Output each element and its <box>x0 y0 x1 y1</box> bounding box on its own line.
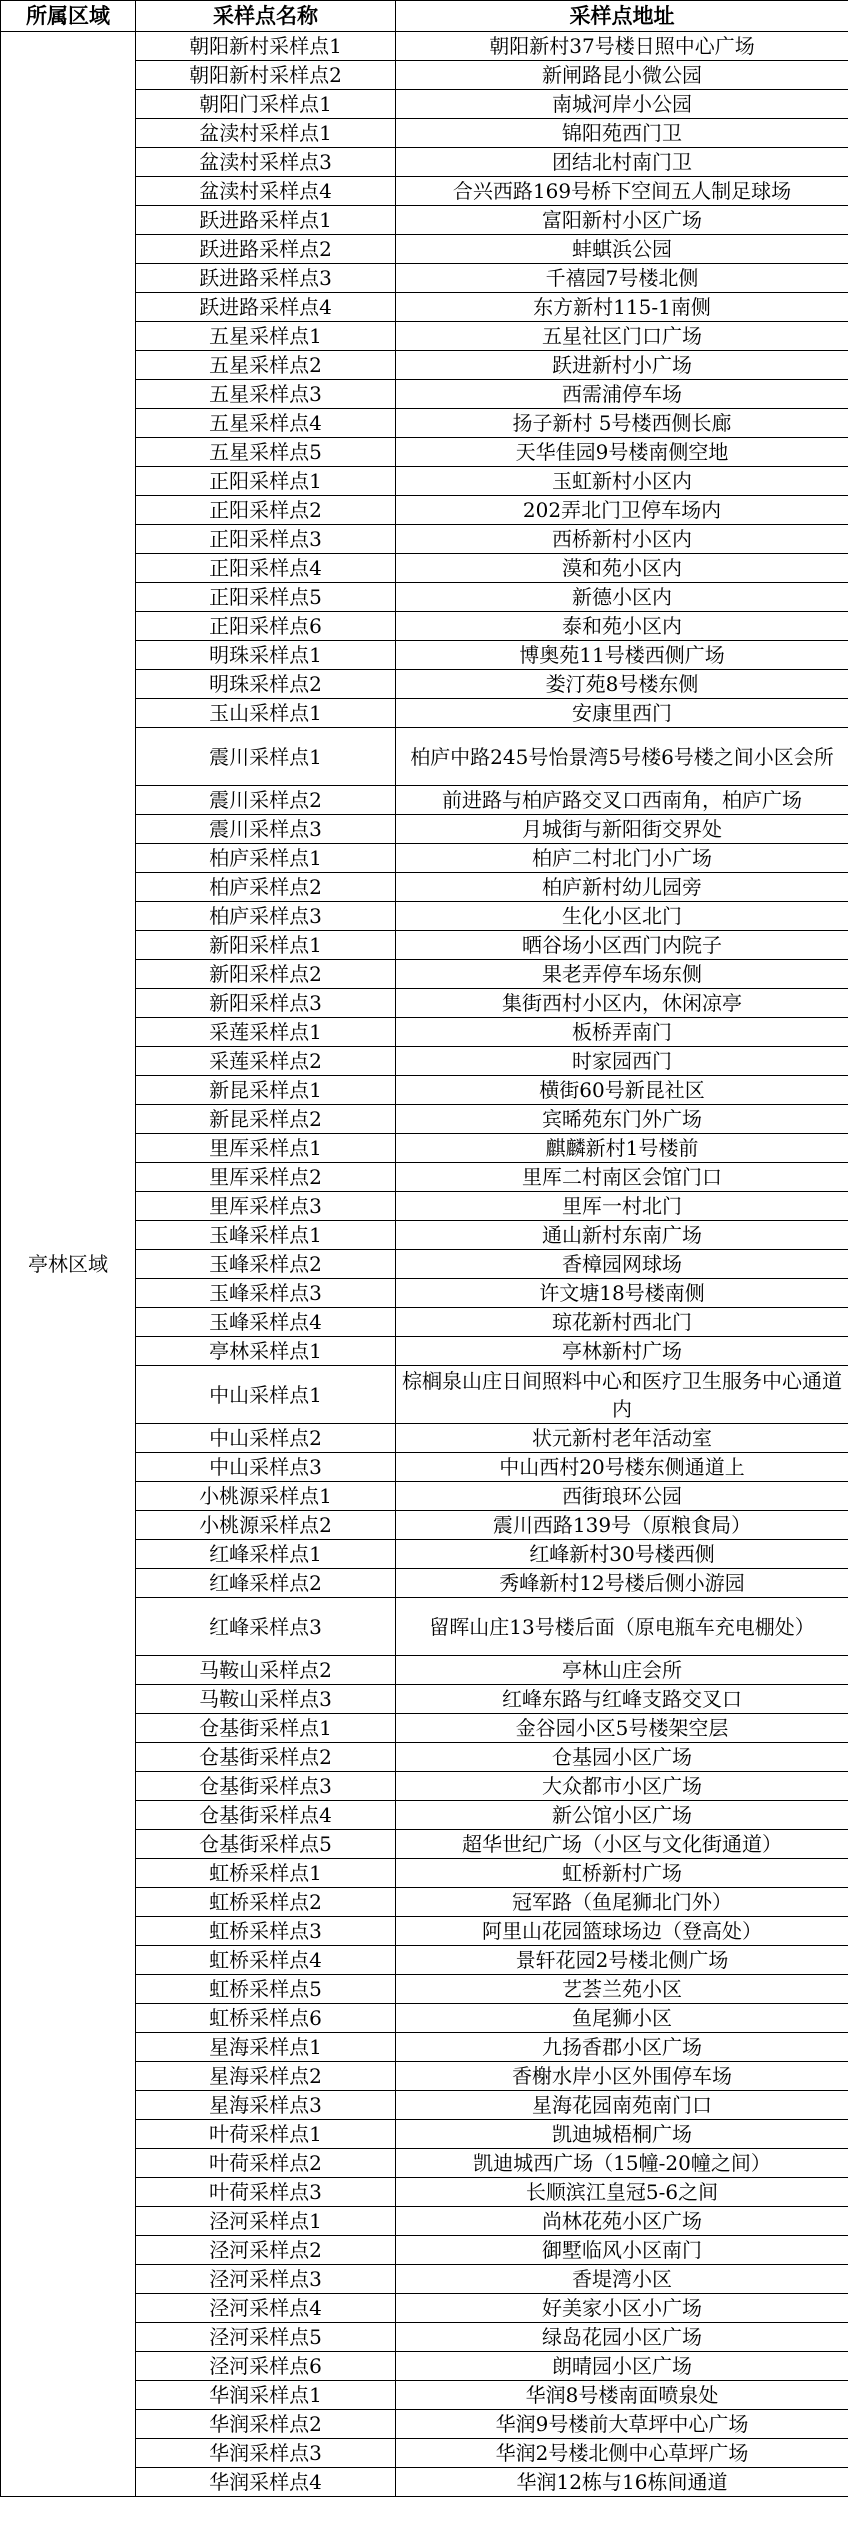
site-name-cell: 虹桥采样点5 <box>136 1975 396 2004</box>
table-body <box>1 32 848 2497</box>
site-address-cell: 千禧园7号楼北侧 <box>396 264 848 293</box>
site-address-cell: 震川西路139号（原粮食局） <box>396 1511 848 1540</box>
site-name-cell: 华润采样点3 <box>136 2439 396 2468</box>
site-address-cell: 香樟园网球场 <box>396 1250 848 1279</box>
site-name-cell: 仓基街采样点1 <box>136 1714 396 1743</box>
site-address-cell: 新德小区内 <box>396 583 848 612</box>
site-address-cell: 柏庐二村北门小广场 <box>396 844 848 873</box>
site-name-cell: 五星采样点2 <box>136 351 396 380</box>
site-name-cell: 新阳采样点1 <box>136 931 396 960</box>
site-address-cell: 富阳新村小区广场 <box>396 206 848 235</box>
site-name-cell: 中山采样点1 <box>136 1366 396 1424</box>
site-address-cell: 冠军路（鱼尾狮北门外） <box>396 1888 848 1917</box>
site-address-cell: 华润9号楼前大草坪中心广场 <box>396 2410 848 2439</box>
site-address-cell: 亭林山庄会所 <box>396 1656 848 1685</box>
site-address-cell: 板桥弄南门 <box>396 1018 848 1047</box>
site-name-cell: 跃进路采样点4 <box>136 293 396 322</box>
site-address-cell: 南城河岸小公园 <box>396 90 848 119</box>
site-name-cell: 里厍采样点2 <box>136 1163 396 1192</box>
site-name-cell: 正阳采样点4 <box>136 554 396 583</box>
site-address-cell: 金谷园小区5号楼架空层 <box>396 1714 848 1743</box>
site-name-cell: 叶荷采样点1 <box>136 2120 396 2149</box>
site-name-cell: 新昆采样点2 <box>136 1105 396 1134</box>
site-address-cell: 艺荟兰苑小区 <box>396 1975 848 2004</box>
site-address-cell: 晒谷场小区西门内院子 <box>396 931 848 960</box>
site-name-cell: 星海采样点3 <box>136 2091 396 2120</box>
site-name-cell: 新阳采样点2 <box>136 960 396 989</box>
site-name-cell: 新阳采样点3 <box>136 989 396 1018</box>
site-name-cell: 玉峰采样点2 <box>136 1250 396 1279</box>
site-name-cell: 柏庐采样点1 <box>136 844 396 873</box>
site-name-cell: 玉峰采样点1 <box>136 1221 396 1250</box>
site-address-cell: 柏庐新村幼儿园旁 <box>396 873 848 902</box>
site-name-cell: 明珠采样点2 <box>136 670 396 699</box>
site-address-cell: 中山西村20号楼东侧通道上 <box>396 1453 848 1482</box>
site-address-cell: 新闸路昆小微公园 <box>396 61 848 90</box>
site-address-cell: 时家园西门 <box>396 1047 848 1076</box>
site-name-cell: 叶荷采样点3 <box>136 2178 396 2207</box>
site-name-cell: 华润采样点2 <box>136 2410 396 2439</box>
site-name-cell: 正阳采样点1 <box>136 467 396 496</box>
region-cell: 亭林区域 <box>1 32 136 2497</box>
site-address-cell: 景轩花园2号楼北侧广场 <box>396 1946 848 1975</box>
site-address-cell: 红峰东路与红峰支路交叉口 <box>396 1685 848 1714</box>
site-address-cell: 合兴西路169号桥下空间五人制足球场 <box>396 177 848 206</box>
site-name-cell: 正阳采样点5 <box>136 583 396 612</box>
site-name-cell: 采莲采样点1 <box>136 1018 396 1047</box>
site-address-cell: 西需浦停车场 <box>396 380 848 409</box>
site-name-cell: 仓基街采样点5 <box>136 1830 396 1859</box>
table-row <box>1 32 848 61</box>
site-name-cell: 明珠采样点1 <box>136 641 396 670</box>
site-address-cell: 集街西村小区内，休闲凉亭 <box>396 989 848 1018</box>
site-name-cell: 马鞍山采样点2 <box>136 1656 396 1685</box>
site-address-cell: 里厍一村北门 <box>396 1192 848 1221</box>
site-name-cell: 五星采样点3 <box>136 380 396 409</box>
site-address-cell: 里厍二村南区会馆门口 <box>396 1163 848 1192</box>
site-name-cell: 虹桥采样点4 <box>136 1946 396 1975</box>
header-site-address: 采样点地址 <box>396 1 848 32</box>
site-name-cell: 正阳采样点6 <box>136 612 396 641</box>
site-name-cell: 泾河采样点3 <box>136 2265 396 2294</box>
site-address-cell: 柏庐中路245号怡景湾5号楼6号楼之间小区会所 <box>396 728 848 786</box>
site-address-cell: 秀峰新村12号楼后侧小游园 <box>396 1569 848 1598</box>
site-address-cell: 虹桥新村广场 <box>396 1859 848 1888</box>
site-address-cell: 星海花园南苑南门口 <box>396 2091 848 2120</box>
site-name-cell: 小桃源采样点2 <box>136 1511 396 1540</box>
site-name-cell: 新昆采样点1 <box>136 1076 396 1105</box>
site-name-cell: 震川采样点1 <box>136 728 396 786</box>
site-address-cell: 麒麟新村1号楼前 <box>396 1134 848 1163</box>
site-name-cell: 小桃源采样点1 <box>136 1482 396 1511</box>
site-address-cell: 娄汀苑8号楼东侧 <box>396 670 848 699</box>
site-address-cell: 通山新村东南广场 <box>396 1221 848 1250</box>
site-address-cell: 好美家小区小广场 <box>396 2294 848 2323</box>
site-address-cell: 尚林花苑小区广场 <box>396 2207 848 2236</box>
site-address-cell: 东方新村115-1南侧 <box>396 293 848 322</box>
site-name-cell: 玉峰采样点4 <box>136 1308 396 1337</box>
site-name-cell: 五星采样点5 <box>136 438 396 467</box>
site-address-cell: 阿里山花园篮球场边（登高处） <box>396 1917 848 1946</box>
site-address-cell: 团结北村南门卫 <box>396 148 848 177</box>
site-address-cell: 御墅临风小区南门 <box>396 2236 848 2265</box>
site-address-cell: 宾晞苑东门外广场 <box>396 1105 848 1134</box>
site-address-cell: 状元新村老年活动室 <box>396 1424 848 1453</box>
site-name-cell: 采莲采样点2 <box>136 1047 396 1076</box>
site-name-cell: 虹桥采样点1 <box>136 1859 396 1888</box>
site-name-cell: 华润采样点4 <box>136 2468 396 2497</box>
site-name-cell: 泾河采样点5 <box>136 2323 396 2352</box>
site-address-cell: 生化小区北门 <box>396 902 848 931</box>
site-name-cell: 星海采样点2 <box>136 2062 396 2091</box>
site-address-cell: 博奥苑11号楼西侧广场 <box>396 641 848 670</box>
site-name-cell: 跃进路采样点1 <box>136 206 396 235</box>
site-name-cell: 里厍采样点1 <box>136 1134 396 1163</box>
site-address-cell: 九扬香郡小区广场 <box>396 2033 848 2062</box>
site-address-cell: 跃进新村小广场 <box>396 351 848 380</box>
site-address-cell: 横街60号新昆社区 <box>396 1076 848 1105</box>
header-site-name: 采样点名称 <box>136 1 396 32</box>
site-address-cell: 月城街与新阳街交界处 <box>396 815 848 844</box>
site-address-cell: 华润8号楼南面喷泉处 <box>396 2381 848 2410</box>
site-address-cell: 凯迪城梧桐广场 <box>396 2120 848 2149</box>
site-name-cell: 五星采样点4 <box>136 409 396 438</box>
site-address-cell: 朝阳新村37号楼日照中心广场 <box>396 32 848 61</box>
site-address-cell: 玉虹新村小区内 <box>396 467 848 496</box>
site-name-cell: 盆渎村采样点1 <box>136 119 396 148</box>
site-name-cell: 中山采样点2 <box>136 1424 396 1453</box>
site-name-cell: 盆渎村采样点3 <box>136 148 396 177</box>
site-address-cell: 安康里西门 <box>396 699 848 728</box>
site-address-cell: 凯迪城西广场（15幢-20幢之间） <box>396 2149 848 2178</box>
site-address-cell: 红峰新村30号楼西侧 <box>396 1540 848 1569</box>
header-row <box>1 1 848 32</box>
site-name-cell: 跃进路采样点2 <box>136 235 396 264</box>
site-name-cell: 柏庐采样点2 <box>136 873 396 902</box>
site-name-cell: 柏庐采样点3 <box>136 902 396 931</box>
site-address-cell: 长顺滨江皇冠5-6之间 <box>396 2178 848 2207</box>
site-name-cell: 泾河采样点1 <box>136 2207 396 2236</box>
site-name-cell: 震川采样点2 <box>136 786 396 815</box>
site-name-cell: 红峰采样点3 <box>136 1598 396 1656</box>
site-name-cell: 红峰采样点1 <box>136 1540 396 1569</box>
site-address-cell: 西桥新村小区内 <box>396 525 848 554</box>
site-name-cell: 叶荷采样点2 <box>136 2149 396 2178</box>
site-address-cell: 华润2号楼北侧中心草坪广场 <box>396 2439 848 2468</box>
site-address-cell: 超华世纪广场（小区与文化街通道） <box>396 1830 848 1859</box>
site-address-cell: 漠和苑小区内 <box>396 554 848 583</box>
site-name-cell: 正阳采样点3 <box>136 525 396 554</box>
site-address-cell: 大众都市小区广场 <box>396 1772 848 1801</box>
site-address-cell: 朗晴园小区广场 <box>396 2352 848 2381</box>
site-address-cell: 香堤湾小区 <box>396 2265 848 2294</box>
site-address-cell: 新公馆小区广场 <box>396 1801 848 1830</box>
site-address-cell: 棕榈泉山庄日间照料中心和医疗卫生服务中心通道内 <box>396 1366 848 1424</box>
site-name-cell: 星海采样点1 <box>136 2033 396 2062</box>
site-name-cell: 泾河采样点2 <box>136 2236 396 2265</box>
site-name-cell: 仓基街采样点4 <box>136 1801 396 1830</box>
site-name-cell: 朝阳新村采样点2 <box>136 61 396 90</box>
site-address-cell: 琼花新村西北门 <box>396 1308 848 1337</box>
site-name-cell: 仓基街采样点3 <box>136 1772 396 1801</box>
site-name-cell: 仓基街采样点2 <box>136 1743 396 1772</box>
site-address-cell: 泰和苑小区内 <box>396 612 848 641</box>
site-address-cell: 前进路与柏庐路交叉口西南角，柏庐广场 <box>396 786 848 815</box>
site-name-cell: 玉峰采样点3 <box>136 1279 396 1308</box>
site-name-cell: 华润采样点1 <box>136 2381 396 2410</box>
site-address-cell: 鱼尾狮小区 <box>396 2004 848 2033</box>
site-address-cell: 蚌蜞浜公园 <box>396 235 848 264</box>
site-name-cell: 马鞍山采样点3 <box>136 1685 396 1714</box>
site-name-cell: 泾河采样点6 <box>136 2352 396 2381</box>
header-region: 所属区域 <box>1 1 136 32</box>
site-name-cell: 里厍采样点3 <box>136 1192 396 1221</box>
site-name-cell: 亭林采样点1 <box>136 1337 396 1366</box>
site-name-cell: 中山采样点3 <box>136 1453 396 1482</box>
site-address-cell: 留晖山庄13号楼后面（原电瓶车充电棚处） <box>396 1598 848 1656</box>
site-name-cell: 虹桥采样点3 <box>136 1917 396 1946</box>
site-name-cell: 虹桥采样点2 <box>136 1888 396 1917</box>
site-name-cell: 震川采样点3 <box>136 815 396 844</box>
site-name-cell: 泾河采样点4 <box>136 2294 396 2323</box>
site-address-cell: 仓基园小区广场 <box>396 1743 848 1772</box>
site-address-cell: 许文塘18号楼南侧 <box>396 1279 848 1308</box>
site-address-cell: 西街琅环公园 <box>396 1482 848 1511</box>
site-name-cell: 朝阳新村采样点1 <box>136 32 396 61</box>
site-name-cell: 红峰采样点2 <box>136 1569 396 1598</box>
table-header <box>1 1 848 32</box>
site-address-cell: 香榭水岸小区外围停车场 <box>396 2062 848 2091</box>
site-address-cell: 五星社区门口广场 <box>396 322 848 351</box>
site-address-cell: 202弄北门卫停车场内 <box>396 496 848 525</box>
site-name-cell: 正阳采样点2 <box>136 496 396 525</box>
site-name-cell: 盆渎村采样点4 <box>136 177 396 206</box>
site-name-cell: 五星采样点1 <box>136 322 396 351</box>
site-address-cell: 绿岛花园小区广场 <box>396 2323 848 2352</box>
site-address-cell: 果老弄停车场东侧 <box>396 960 848 989</box>
site-name-cell: 虹桥采样点6 <box>136 2004 396 2033</box>
site-name-cell: 跃进路采样点3 <box>136 264 396 293</box>
site-address-cell: 亭林新村广场 <box>396 1337 848 1366</box>
site-name-cell: 朝阳门采样点1 <box>136 90 396 119</box>
site-address-cell: 天华佳园9号楼南侧空地 <box>396 438 848 467</box>
site-name-cell: 玉山采样点1 <box>136 699 396 728</box>
site-address-cell: 扬子新村 5号楼西侧长廊 <box>396 409 848 438</box>
site-address-cell: 华润12栋与16栋间通道 <box>396 2468 848 2497</box>
site-address-cell: 锦阳苑西门卫 <box>396 119 848 148</box>
